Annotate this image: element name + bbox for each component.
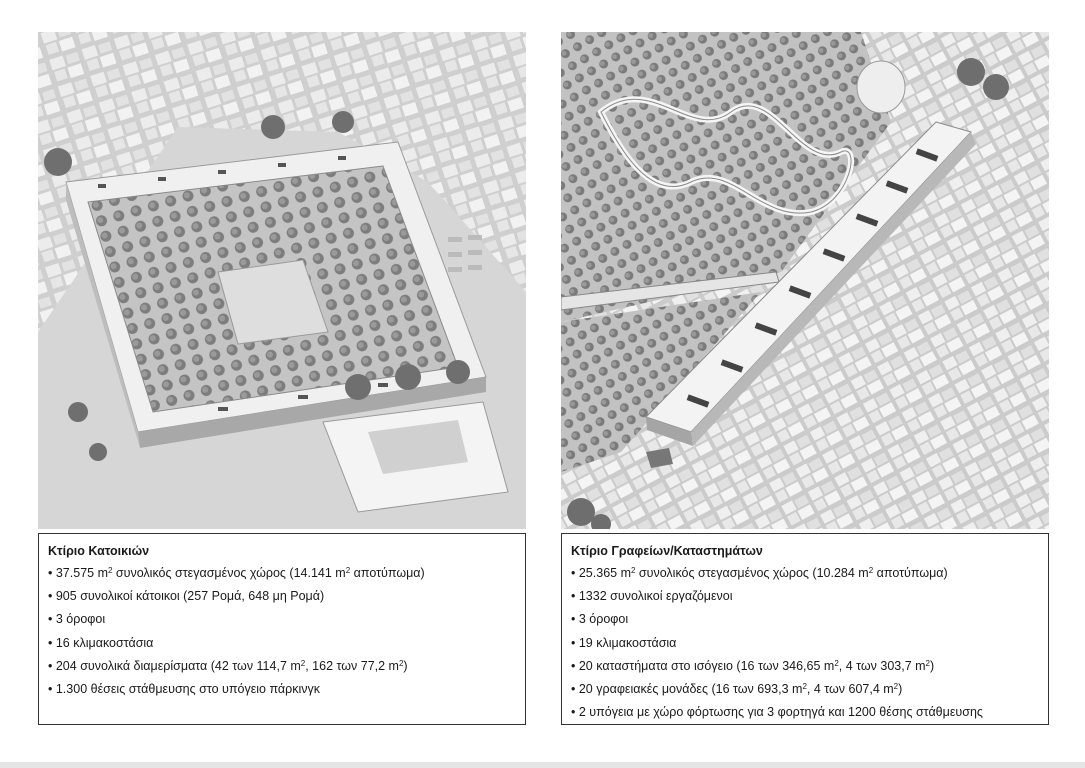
residential-title: Κτίριο Κατοικιών xyxy=(48,544,150,558)
list-item: • 1332 συνολικοί εργαζόμενοι xyxy=(571,585,1038,608)
residential-building-render xyxy=(38,32,526,529)
list-item: • 20 γραφειακές μονάδες (16 των 693,3 $m^2$, 4 των 607,4 $m^2$) xyxy=(571,678,1038,701)
residential-panel xyxy=(38,32,526,725)
list-item: • 37.575 $m^2$ συνολικός στεγασμένος χώρος (14.141 $m^2$ αποτύπωμα) xyxy=(48,562,515,585)
bottom-strip xyxy=(0,762,1085,768)
residential-info-box xyxy=(38,533,526,725)
office-retail-panel xyxy=(561,32,1049,725)
list-item: • 3 όροφοι xyxy=(571,608,1038,631)
list-item: • 905 συνολικοί κάτοικοι (257 Ρομά, 648 μη Ρομά) xyxy=(48,585,515,608)
office-facts-list xyxy=(571,562,1038,724)
list-item: • 204 συνολικά διαμερίσματα (42 των 114,7 $m^2$, 162 των 77,2 $m^2$) xyxy=(48,655,515,678)
list-item: • 2 υπόγεια με χώρο φόρτωσης για 3 φορτηγά και 1200 θέσης στάθμευσης xyxy=(571,701,1038,724)
list-item: • 16 κλιμακοστάσια xyxy=(48,632,515,655)
office-info-box xyxy=(561,533,1049,725)
list-item: • 1.300 θέσεις στάθμευσης στο υπόγειο πάρκινγκ xyxy=(48,678,515,701)
office-building-render xyxy=(561,32,1049,529)
residential-facts-list xyxy=(48,562,515,701)
office-title: Κτίριο Γραφείων/Καταστημάτων xyxy=(571,544,763,558)
list-item: • 25.365 $m^2$ συνολικός στεγασμένος χώρος (10.284 $m^2$ αποτύπωμα) xyxy=(571,562,1038,585)
list-item: • 20 καταστήματα στο ισόγειο (16 των 346,65 $m^2$, 4 των 303,7 $m^2$) xyxy=(571,655,1038,678)
list-item: • 19 κλιμακοστάσια xyxy=(571,632,1038,655)
list-item: • 3 όροφοι xyxy=(48,608,515,631)
